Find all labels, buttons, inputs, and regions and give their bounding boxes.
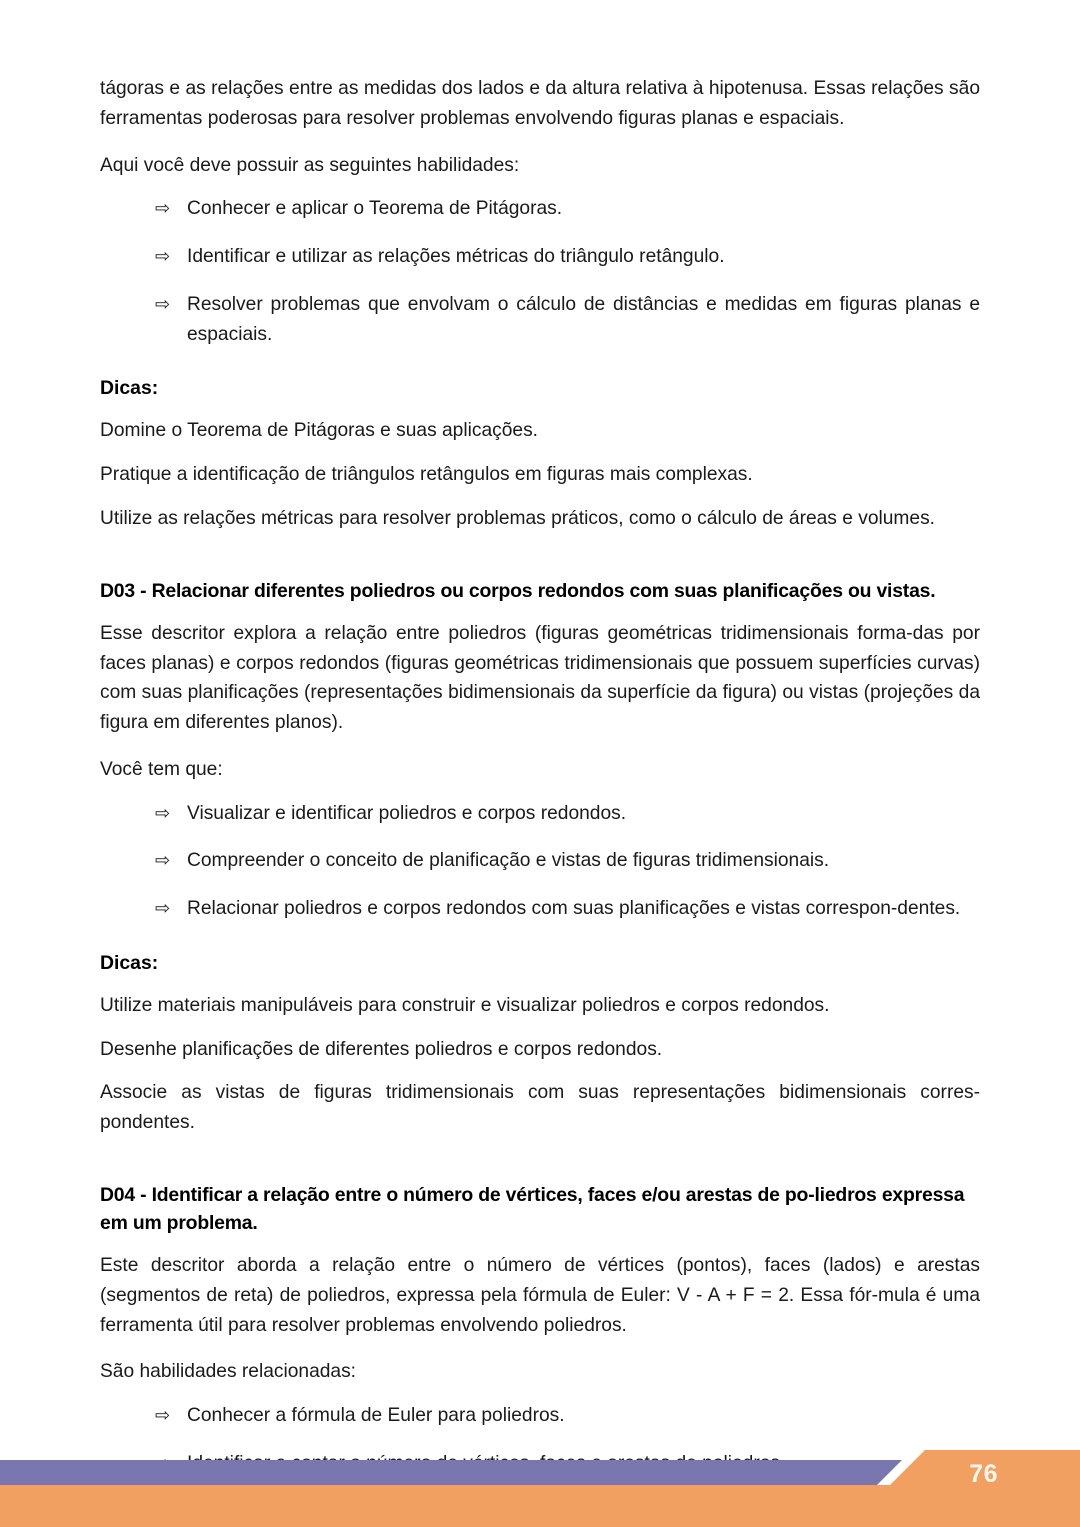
list-item-label: Conhecer e aplicar o Teorema de Pitágoras. bbox=[187, 198, 563, 220]
list-item-label: Conhecer a fórmula de Euler para poliedros. bbox=[187, 1405, 565, 1427]
list-item-label: Identificar e utilizar as relações métricas do triângulo retângulo. bbox=[187, 246, 725, 267]
arrow-bullet-icon: ⇨ bbox=[155, 198, 171, 219]
list-item bbox=[100, 290, 980, 350]
dica-text: Utilize as relações métricas para resolver problemas práticos, como o cálculo de áreas e volumes. bbox=[100, 507, 936, 529]
arrow-bullet-icon: ⇨ bbox=[155, 293, 171, 314]
page-content bbox=[100, 74, 980, 1491]
descriptor-heading-d03: D03 - Relacionar diferentes poliedros ou corpos redondos com suas planificações ou vistas. bbox=[100, 579, 936, 602]
dica-text: Domine o Teorema de Pitágoras e suas aplicações. bbox=[100, 420, 539, 442]
list-item bbox=[100, 194, 980, 224]
descriptor-heading-d04: D04 - Identificar a relação entre o número de vértices, faces e/ou arestas de po-liedros expressa em um problema. bbox=[100, 1183, 965, 1235]
list-item bbox=[100, 799, 980, 829]
intro-paragraph: tágoras e as relações entre as medidas dos lados e da altura relativa à hipotenusa. Essas relações são ferramentas poderosas para resolver problemas envolvendo figuras planas e espaciais. bbox=[100, 78, 980, 129]
dica-text: Desenhe planificações de diferentes poliedros e corpos redondos. bbox=[100, 1038, 663, 1060]
skills-list bbox=[100, 194, 980, 349]
descriptor-paragraph-d03: Esse descritor explora a relação entre poliedros (figuras geométricas tridimensionais forma-das por faces planas) e corpos redondos (figuras geométricas tridimensionais que possuem superfícies curvas) com suas planificações (representações bidimensionais da superfície da figura) ou vistas (projeções da figura em diferentes planos). bbox=[100, 622, 980, 734]
list-item bbox=[100, 894, 980, 924]
dicas-heading-1: Dicas: bbox=[100, 377, 159, 400]
dica-text: Utilize materiais manipuláveis para construir e visualizar poliedros e corpos redondos. bbox=[100, 994, 830, 1016]
footer-decoration bbox=[0, 1437, 1080, 1527]
purple-bar-shape bbox=[0, 1460, 902, 1485]
list-item-label: Resolver problemas que envolvam o cálculo de distâncias e medidas em figuras planas e espaciais. bbox=[187, 293, 980, 345]
list-item-label: Visualizar e identificar poliedros e corpos redondos. bbox=[187, 802, 627, 824]
page-footer bbox=[0, 1437, 1080, 1527]
list-item-label: Relacionar poliedros e corpos redondos com suas planificações e vistas correspon-dentes. bbox=[187, 898, 961, 920]
descriptor-paragraph-d04: Este descritor aborda a relação entre o número de vértices (pontos), faces (lados) e arestas (segmentos de reta) de poliedros, expressa pela fórmula de Euler: V - A + F = 2. Essa fór-mula é uma ferramenta útil para resolver problemas envolvendo poliedros. bbox=[100, 1255, 980, 1336]
dicas-heading-2: Dicas: bbox=[100, 951, 159, 974]
list-item bbox=[100, 1401, 980, 1431]
d04-lead-text: São habilidades relacionadas: bbox=[100, 1361, 357, 1383]
arrow-bullet-icon: ⇨ bbox=[155, 802, 171, 823]
dica-text: Pratique a identificação de triângulos retângulos em figuras mais complexas. bbox=[100, 464, 753, 486]
list-item bbox=[100, 846, 980, 876]
list-item-label: Compreender o conceito de planificação e vistas de figuras tridimensionais. bbox=[187, 850, 830, 872]
dica-text: Associe as vistas de figuras tridimensionais com suas representações bidimensionais corres-pondentes. bbox=[100, 1082, 980, 1134]
list-item bbox=[100, 242, 980, 272]
skills-lead-text: Aqui você deve possuir as seguintes habilidades: bbox=[100, 154, 520, 176]
d03-list bbox=[100, 799, 980, 924]
arrow-bullet-icon: ⇨ bbox=[155, 898, 171, 919]
d03-lead-text: Você tem que: bbox=[100, 758, 223, 780]
arrow-bullet-icon: ⇨ bbox=[155, 850, 171, 871]
arrow-bullet-icon: ⇨ bbox=[155, 246, 171, 266]
page-number: 76 bbox=[969, 1460, 998, 1488]
arrow-bullet-icon: ⇨ bbox=[155, 1405, 171, 1426]
